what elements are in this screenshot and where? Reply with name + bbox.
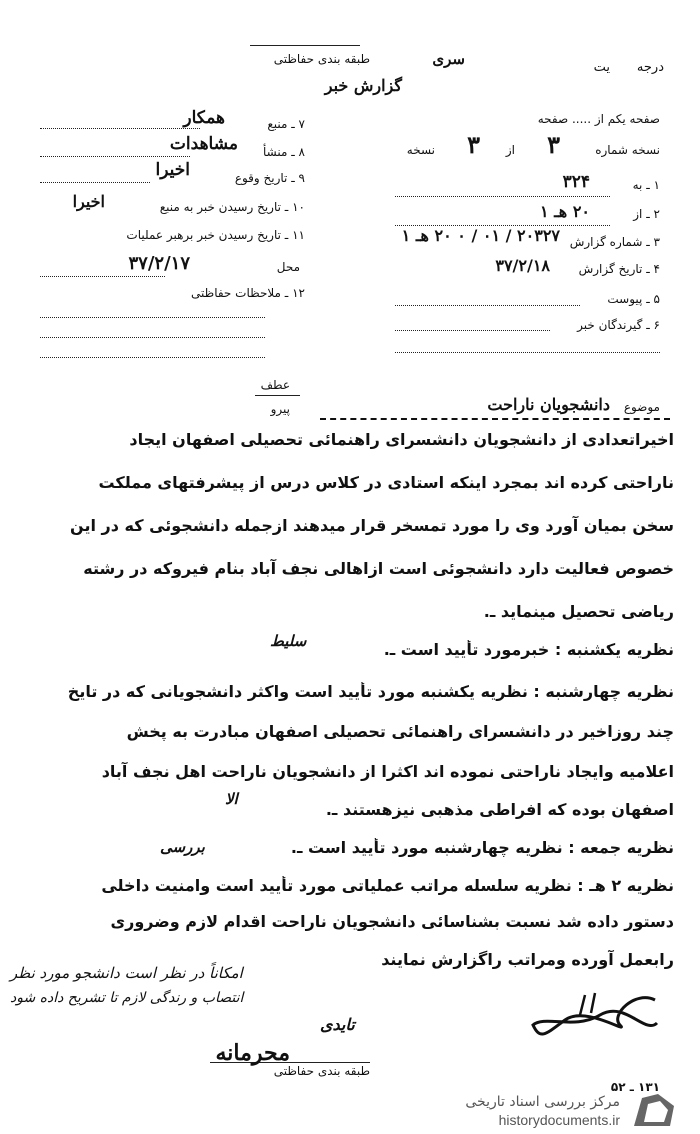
item5-dots [395,305,580,306]
subject-underline [320,418,670,420]
item9-dots [40,182,150,183]
watermark-url: historydocuments.ir [498,1112,620,1128]
item11-place: محل [276,260,300,274]
copy-total: ۳ [467,130,480,159]
item4-label: ۴ ـ تاریخ گزارش [578,262,660,276]
item8-label: ۸ ـ منشأ [262,145,305,159]
body-line-3: سخن بمیان آورد وی را مورد تمسخر قرار میدهند ازجمله دانشجوئی که در این [70,516,674,535]
item12-dots-2 [40,337,265,338]
footer-category-stamp: محرمانه [215,1040,290,1066]
copy-of: از [505,143,515,157]
item1-value: ۳۲۴ [562,172,590,192]
item3-label: ۳ ـ شماره گزارش [569,235,660,249]
subject-label: موضوع [623,400,660,414]
item11-label: ۱۱ ـ تاریخ رسیدن خبر برهبر عملیات [126,228,305,242]
watermark-title: مرکز بررسی اسناد تاریخی [465,1094,620,1110]
page-count: صفحه یکم از ..... صفحه [537,112,660,126]
body-line-12: نظریه ۲ هـ : نظریه سلسله مراتب عملیاتی مورد تأیید است وامنیت داخلی [101,876,674,895]
item1-dots [395,196,610,197]
body-line-9: اعلامیه وایجاد ناراحتی نموده اند اکثرا از دانشجویان ناراحت اهل نجف آباد [101,762,674,781]
handwritten-initials-2: الا [225,790,238,808]
atf-rule [255,395,300,396]
item6-label: ۶ ـ گیرندگان خبر [577,318,660,332]
report-title: گزارش خبر [324,76,402,95]
handwritten-date: تایدی [320,1015,355,1034]
body-line-10: اصفهان بوده که افراطی مذهبی نیزهستند ـ. [325,800,674,819]
category-value-stamp: سری [432,50,465,68]
item2-label: ۲ ـ از [633,207,660,221]
body-line-1: اخیراتعدادی از دانشجویان دانشسرای راهنمائی تحصیلی اصفهان ایجاد [129,430,674,449]
footer-category: طبقه بندی حفاظتی [273,1064,370,1078]
handwritten-initials-3: بررسی [160,838,205,856]
subject-value: دانشجویان ناراحت [487,395,610,414]
body-line-5: ریاضی تحصیل مینماید ـ. [483,602,674,621]
item12-dots-3 [40,357,265,358]
body-line-13: دستور داده شد نسبت بشناسائی دانشجویان ناراحت اقدام لازم وضروری [110,912,674,931]
item7-value: همکار [183,108,225,128]
peyro-label: پیرو [270,402,290,416]
item3-value: ۲۰۳۲۷ / ۰۱ / ۰ ۲۰ هـ ۱ [401,226,560,245]
handwritten-initials-1: سلیط [270,632,307,650]
form-code: ۱۳۱ ـ ۵۲ [610,1080,660,1094]
category-header: طبقه بندی حفاظتی [273,52,370,66]
item7-label: ۷ ـ منبع [267,117,305,131]
copy-value: ۳ [547,130,560,159]
item12-dots-1 [40,317,265,318]
item8-value: مشاهدات [169,134,238,154]
body-line-6: نظریه یکشنبه : خبرمورد تأیید است ـ. [383,640,674,659]
item6-dots [395,330,550,331]
body-line-8: چند روزاخیر در دانشسرای راهنمائی تحصیلی اصفهان مبادرت به پخش [126,722,674,741]
body-line-14: رابعمل آورده ومراتب راگزارش نمایند [381,950,674,969]
item1-label: ۱ ـ به [632,178,660,192]
body-line-7: نظریه چهارشنبه : نظریه یکشنبه مورد تأیید است واکثر دانشجویانی که در تایخ [67,682,674,701]
item10-value: اخیرا [72,192,105,211]
body-line-11: نظریه جمعه : نظریه چهارشنبه مورد تأیید است ـ. [290,838,674,857]
copy-label: نسخه شماره [595,143,660,157]
body-line-2: ناراحتی کرده اند بمجرد اینکه استادی در کلاس درس از پیشرفتهای مملکت [98,473,674,492]
item11-dots [40,276,165,277]
item7-dots [40,128,200,129]
item12-label: ۱۲ ـ ملاحظات حفاظتی [191,286,305,300]
body-line-4: خصوص فعالیت دارد دانشجوئی است ازاهالی نجف آباد بنام فیروکه در رشته [83,559,674,578]
atf-label: عطف [260,378,290,392]
classification-value: یت [593,60,610,75]
item9-label: ۹ ـ تاریخ وقوع [234,171,305,185]
item11-value: ۳۷/۲/۱۷ [128,253,190,274]
copy-suffix: نسخه [406,143,435,157]
signature-mark [525,985,665,1045]
item9-value: اخیرا [155,160,190,180]
classification-label: درجه [636,60,664,75]
margin-note-1: امکاناً در نظر است دانشجو مورد نظر [10,964,243,982]
item5-label: ۵ ـ پیوست [607,292,660,306]
item2-value: ۲۰ هـ ۱ [539,202,590,221]
item10-label: ۱۰ ـ تاریخ رسیدن خبر به منبع [159,200,305,214]
item8-dots [40,156,190,157]
item4-value: ۳۷/۲/۱۸ [495,256,550,275]
margin-note-2: انتصاب و رندگی لازم تا تشریح داده شود [10,990,244,1006]
header-rule [250,45,360,46]
item6-dots-2 [395,352,660,353]
watermark-logo-icon [630,1092,678,1130]
